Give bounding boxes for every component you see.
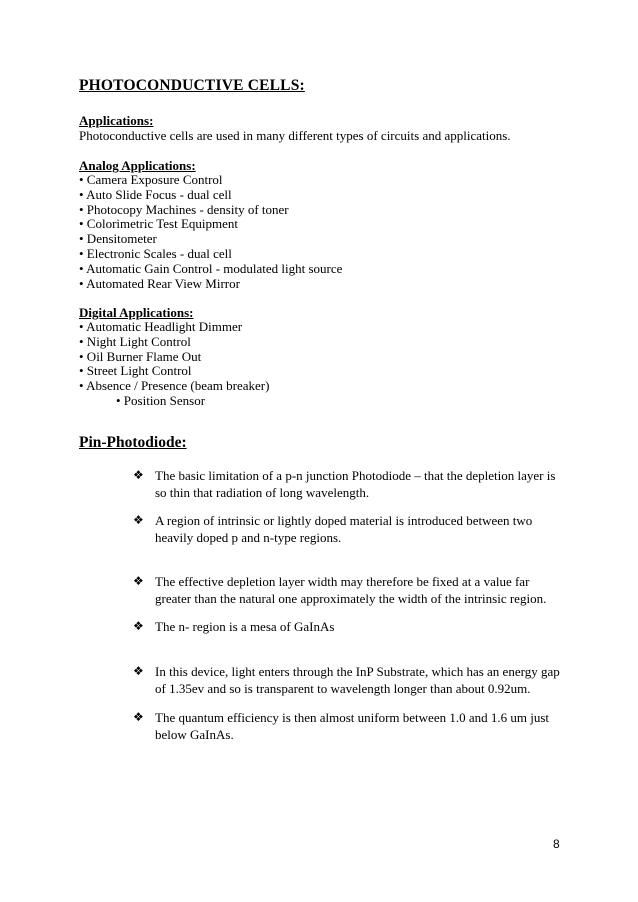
- digital-applications-list: [79, 320, 269, 409]
- list-item: • Automatic Headlight Dimmer: [79, 319, 243, 334]
- list-item-indented: • Position Sensor: [116, 392, 206, 408]
- list-item: • Photocopy Machines - density of toner: [79, 201, 289, 217]
- diamond-bullet-icon: ❖: [133, 710, 144, 724]
- list-item: • Absence / Presence (beam breaker): [79, 378, 270, 394]
- pin-item-text: The quantum efficiency is then almost uniform between 1.0 and 1.6 um just below GaInAs.: [155, 710, 550, 742]
- applications-block: [79, 113, 511, 143]
- pin-list-item: [133, 618, 573, 635]
- pin-item-text: In this device, light enters through the InP Substrate, which has an energy gap of 1.35ev and so is transparent to wavelength longer than about 0.92um.: [155, 664, 560, 696]
- diamond-bullet-icon: ❖: [133, 664, 144, 678]
- diamond-bullet-icon: ❖: [133, 574, 144, 588]
- digital-applications-block: [79, 305, 269, 409]
- section-title-pin-photodiode: Pin-Photodiode:: [79, 434, 187, 451]
- section-title-photoconductive-cells: PHOTOCONDUCTIVE CELLS:: [79, 77, 305, 94]
- pin-list-item: [133, 709, 573, 743]
- applications-heading: Applications:: [79, 113, 154, 128]
- diamond-bullet-icon: ❖: [133, 513, 144, 527]
- list-item: • Street Light Control: [79, 363, 192, 379]
- list-item: • Colorimetric Test Equipment: [79, 216, 239, 232]
- list-item: • Electronic Scales - dual cell: [79, 245, 232, 261]
- list-item: • Oil Burner Flame Out: [79, 348, 202, 364]
- pin-list-item: [133, 512, 573, 546]
- pin-list-item: [133, 573, 573, 607]
- pin-item-text: The effective depletion layer width may therefore be fixed at a value far greater than the natural one approximately the width of the intrinsic region.: [155, 574, 547, 606]
- pin-item-text: A region of intrinsic or lightly doped material is introduced between two heavily doped p and n-type regions.: [155, 513, 533, 545]
- analog-applications-heading: Analog Applications:: [79, 158, 196, 173]
- list-item: • Night Light Control: [79, 333, 191, 349]
- pin-list-item: [133, 467, 573, 501]
- analog-applications-list: [79, 173, 342, 291]
- pin-list-item: [133, 663, 573, 697]
- diamond-bullet-icon: ❖: [133, 468, 144, 482]
- list-item: • Densitometer: [79, 231, 157, 247]
- list-item: • Camera Exposure Control: [79, 172, 223, 187]
- digital-applications-heading: Digital Applications:: [79, 305, 194, 320]
- list-item: • Automated Rear View Mirror: [79, 275, 240, 291]
- applications-text: Photoconductive cells are used in many different types of circuits and applications.: [79, 128, 511, 143]
- pin-item-text: The n- region is a mesa of GaInAs: [155, 619, 335, 634]
- analog-applications-block: [79, 158, 342, 291]
- diamond-bullet-icon: ❖: [133, 619, 144, 633]
- list-item: • Auto Slide Focus - dual cell: [79, 186, 232, 202]
- list-item: • Automatic Gain Control - modulated light source: [79, 260, 343, 276]
- pin-item-text: The basic limitation of a p-n junction Photodiode – that the depletion layer is so thin that radiation of long wavelength.: [155, 468, 556, 500]
- page-number: 8: [553, 837, 560, 851]
